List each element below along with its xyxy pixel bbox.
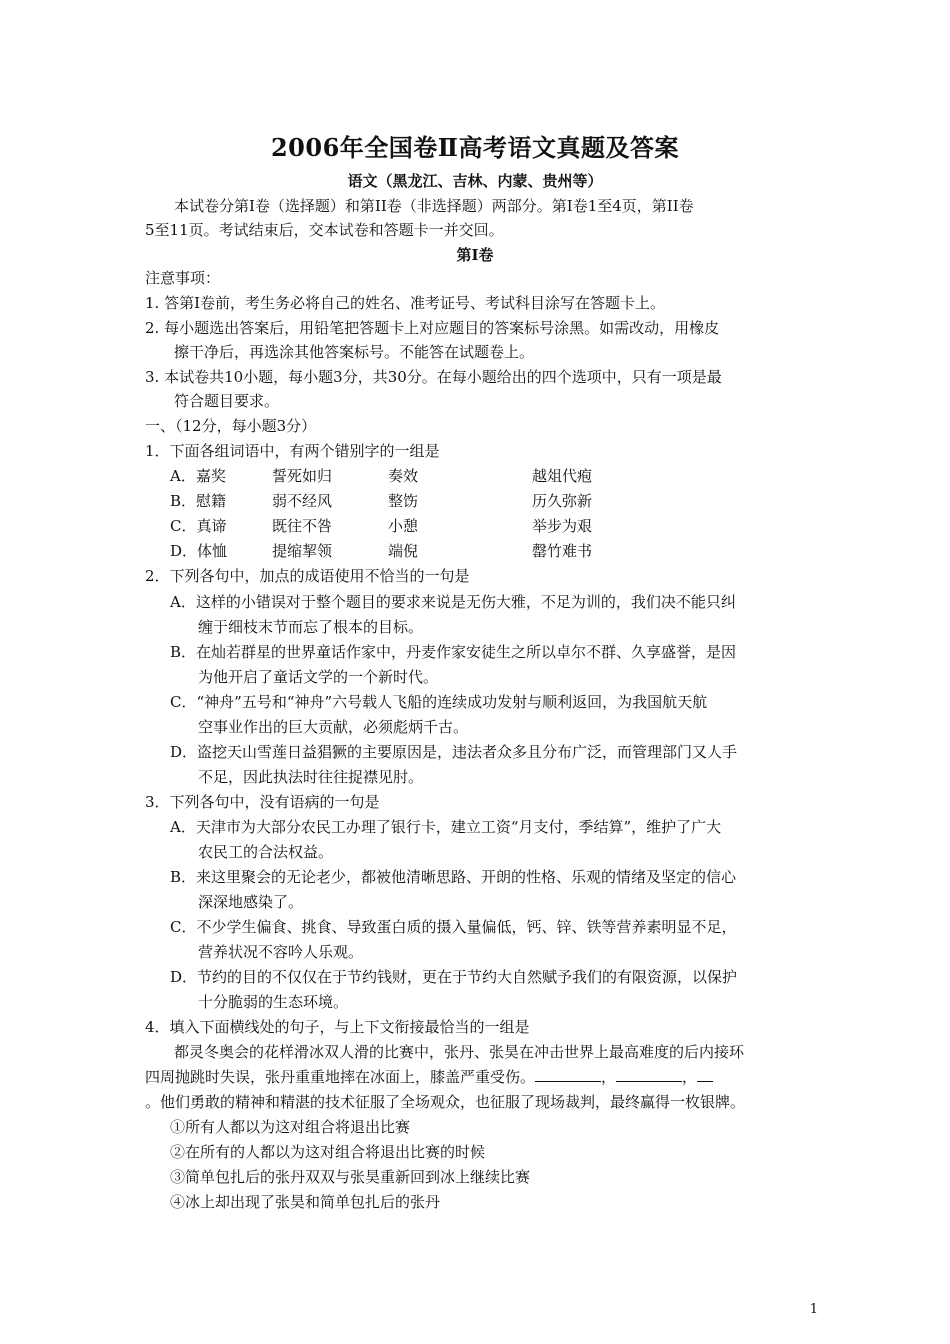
- notice-item-continuation: 擦干净后，再选涂其他答案标号。不能答在试题卷上。: [174, 343, 535, 361]
- intro-line-1: 本试卷分第I卷（选择题）和第II卷（非选择题）两部分。第I卷1至4页，第II卷: [174, 197, 694, 215]
- comma: ，: [601, 1068, 617, 1086]
- q2-option-d-continuation: 不足，因此执法时往往捉襟见肘。: [198, 768, 424, 786]
- q4-choice-2: ②在所有的人都以为这对组合将退出比赛的时候: [170, 1143, 486, 1161]
- q2-option-c-continuation: 空事业作出的巨大贡献，必须彪炳千古。: [198, 718, 469, 736]
- q1-option-d-word-1: D．体恤: [170, 542, 228, 560]
- notice-item: 2. 每小题选出答案后，用铅笔把答题卡上对应题目的答案标号涂黑。如需改动，用橡皮: [145, 319, 720, 337]
- q2-option-a: A．这样的小错误对于整个题目的要求来说是无伤大雅，不足为训的，我们决不能只纠: [170, 593, 736, 611]
- part-heading: 一、（12分，每小题3分）: [145, 417, 317, 435]
- answer-blank: [616, 1067, 682, 1082]
- answer-blank: [697, 1067, 713, 1082]
- q3-option-b: B．来这里聚会的无论老少，都被他清晰思路、开朗的性格、乐观的情绪及坚定的信心: [170, 868, 737, 886]
- q1-option-b-word-2: 弱不经风: [272, 492, 333, 510]
- q3-option-b-continuation: 深深地感染了。: [198, 893, 304, 911]
- q1-option-c-word-4: 举步为艰: [532, 517, 593, 535]
- notice-item: 1. 答第I卷前，考生务必将自己的姓名、准考证号、考试科目涂写在答题卡上。: [145, 294, 666, 312]
- q1-option-d-word-4: 罄竹难书: [532, 542, 593, 560]
- question-2-stem: 2．下列各句中，加点的成语使用不恰当的一句是: [145, 567, 470, 585]
- q1-option-c-word-3: 小憩: [388, 517, 419, 535]
- q1-option-a-word-4: 越俎代疱: [532, 467, 593, 485]
- q2-option-d: D．盗挖天山雪莲日益猖獗的主要原因是，违法者众多且分布广泛，而管理部门又人手: [170, 743, 738, 761]
- section-title: 第I卷: [456, 246, 494, 264]
- q2-option-a-continuation: 缠于细枝末节而忘了根本的目标。: [198, 618, 424, 636]
- intro-line-2: 5至11页。考试结束后，交本试卷和答题卡一并交回。: [145, 221, 504, 239]
- q4-passage-line-1: 都灵冬奥会的花样滑冰双人滑的比赛中，张丹、张昊在冲击世界上最高难度的后内接环: [174, 1043, 745, 1061]
- q1-option-b-word-1: B．慰籍: [170, 492, 227, 510]
- q4-choice-4: ④冰上却出现了张昊和简单包扎后的张丹: [170, 1193, 441, 1211]
- question-1-stem: 1．下面各组词语中，有两个错别字的一组是: [145, 442, 440, 460]
- q4-passage-line-3: 。他们勇敢的精神和精湛的技术征服了全场观众，也征服了现场裁判，最终赢得一枚银牌。: [145, 1093, 746, 1111]
- q4-choice-3: ③简单包扎后的张丹双双与张昊重新回到冰上继续比赛: [170, 1168, 531, 1186]
- q1-option-a-word-3: 奏效: [388, 467, 419, 485]
- q1-option-b-word-3: 整饬: [388, 492, 419, 510]
- notice-item-continuation: 符合题目要求。: [174, 392, 280, 410]
- q4-passage-text: 四周抛跳时失误，张丹重重地摔在冰面上，膝盖严重受伤。: [145, 1068, 536, 1086]
- q2-option-c: C．“神舟”五号和“神舟”六号载人飞船的连续成功发射与顺利返回，为我国航天航: [170, 693, 708, 711]
- question-4-stem: 4．填入下面横线处的句子，与上下文衔接最恰当的一组是: [145, 1018, 530, 1036]
- q1-option-c-word-2: 既往不咎: [272, 517, 333, 535]
- comma: ，: [682, 1068, 698, 1086]
- q4-passage-line-2: [145, 1067, 713, 1087]
- document-title: 2006年全国卷Ⅱ高考语文真题及答案: [270, 133, 680, 162]
- q3-option-c-continuation: 营养状况不容吟人乐观。: [198, 943, 364, 961]
- q3-option-c: C．不少学生偏食、挑食、导致蛋白质的摄入量偏低，钙、锌、铁等营养素明显不足，: [170, 918, 737, 936]
- q1-option-c-word-1: C．真谛: [170, 517, 227, 535]
- q3-option-a: A．天津市为大部分农民工办理了银行卡，建立工资“月支付，季结算”，维护了广大: [170, 818, 722, 836]
- answer-blank: [535, 1067, 601, 1082]
- q3-option-d: D．节约的目的不仅仅在于节约钱财，更在于节约大自然赋予我们的有限资源，以保护: [170, 968, 738, 986]
- q1-option-a-word-1: A．嘉奖: [170, 467, 226, 485]
- question-3-stem: 3．下列各句中，没有语病的一句是: [145, 793, 380, 811]
- q1-option-d-word-2: 提缩挈领: [272, 542, 333, 560]
- q1-option-a-word-2: 誓死如归: [272, 467, 333, 485]
- q1-option-b-word-4: 历久弥新: [532, 492, 593, 510]
- q4-choice-1: ①所有人都以为这对组合将退出比赛: [170, 1118, 411, 1136]
- notice-heading: 注意事项：: [145, 269, 221, 287]
- q2-option-b-continuation: 为他开启了童话文学的一个新时代。: [198, 668, 439, 686]
- page-number: 1: [809, 1302, 818, 1317]
- q3-option-a-continuation: 农民工的合法权益。: [198, 843, 334, 861]
- q1-option-d-word-3: 端倪: [388, 542, 419, 560]
- q3-option-d-continuation: 十分脆弱的生态环境。: [198, 993, 349, 1011]
- notice-item: 3. 本试卷共10小题，每小题3分，共30分。在每小题给出的四个选项中，只有一项是最: [145, 368, 722, 386]
- q2-option-b: B．在灿若群星的世界童话作家中，丹麦作家安徒生之所以卓尔不群、久享盛誉，是因: [170, 643, 737, 661]
- document-subtitle: 语文（黑龙江、吉林、内蒙、贵州等）: [347, 172, 603, 190]
